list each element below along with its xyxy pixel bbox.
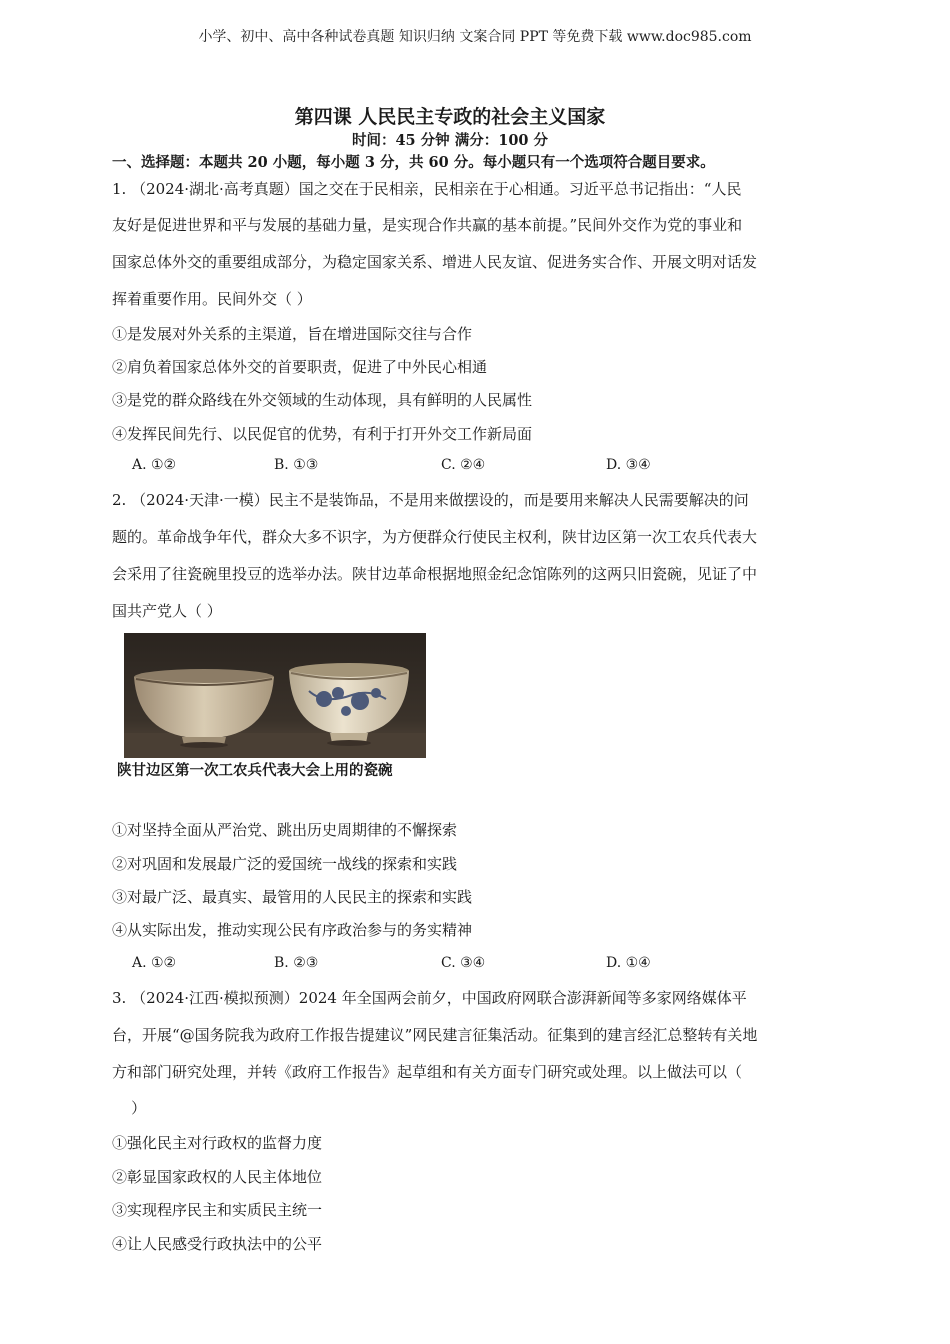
q1-option-c: C. ②④ — [441, 457, 486, 473]
q1-option-a: A. ①② — [132, 457, 177, 473]
q2-stem-line: 题的。革命战争年代，群众大多不识字，为方便群众行使民主权利，陕甘边区第一次工农兵代表大 — [112, 528, 758, 546]
page-title: 第四课 人民民主专政的社会主义国家 — [294, 106, 606, 128]
q1-statement: ②肩负着国家总体外交的首要职责，促进了中外民心相通 — [112, 358, 488, 376]
q2-option-c: C. ③④ — [441, 955, 486, 971]
q1-statement: ①是发展对外关系的主渠道，旨在增进国际交往与合作 — [112, 325, 473, 343]
q3-statement: ③实现程序民主和实质民主统一 — [112, 1201, 323, 1219]
q2-statement: ②对巩固和发展最广泛的爱国统一战线的探索和实践 — [112, 855, 458, 873]
q3-statement: ②彰显国家政权的人民主体地位 — [112, 1168, 323, 1186]
q3-stem-line: 3. （2024·江西·模拟预测）2024 年全国两会前夕，中国政府网联合澎湃新闻等多家网络媒体平 — [112, 989, 747, 1007]
q1-option-d: D. ③④ — [606, 457, 651, 473]
porcelain-bowls-photo — [124, 633, 426, 758]
q2-stem-line: 2. （2024·天津·一模）民主不是装饰品，不是用来做摆设的，而是要用来解决人民需要解决的问 — [112, 491, 749, 509]
page-header: 小学、初中、高中各种试卷真题 知识归纳 文案合同 PPT 等免费下载 www.doc985.com — [198, 29, 752, 45]
q2-option-b: B. ②③ — [274, 955, 319, 971]
q2-statement: ④从实际出发，推动实现公民有序政治参与的务实精神 — [112, 921, 473, 939]
q3-stem-line: 方和部门研究处理，并转《政府工作报告》起草组和有关方面专门研究或处理。以上做法可以（ — [112, 1063, 743, 1081]
q2-statement: ①对坚持全面从严治党、跳出历史周期律的不懈探索 — [112, 821, 458, 839]
q2-stem-line: 会采用了往瓷碗里投豆的选举办法。陕甘边革命根据地照金纪念馆陈列的这两只旧瓷碗，见证了中 — [112, 565, 758, 583]
q1-stem-line: 友好是促进世界和平与发展的基础力量，是实现合作共赢的基本前提。”民间外交作为党的事业和 — [112, 216, 743, 234]
q1-stem-line: 1. （2024·湖北·高考真题）国之交在于民相亲，民相亲在于心相通。习近平总书记指出：“人民 — [112, 180, 742, 198]
q1-stem-line: 国家总体外交的重要组成部分，为稳定国家关系、增进人民友谊、促进务实合作、开展文明对话发 — [112, 253, 758, 271]
q1-option-b: B. ①③ — [274, 457, 319, 473]
q3-stem-line: 台，开展“@国务院我为政府工作报告提建议”网民建言征集活动。征集到的建言经汇总整转有关地 — [112, 1026, 758, 1044]
photo-caption: 陕甘边区第一次工农兵代表大会上用的瓷碗 — [117, 762, 393, 779]
q3-statement: ①强化民主对行政权的监督力度 — [112, 1134, 323, 1152]
q1-stem-line: 挥着重要作用。民间外交（ ） — [112, 290, 312, 308]
q3-statement: ④让人民感受行政执法中的公平 — [112, 1235, 323, 1253]
q1-statement: ④发挥民间先行、以民促官的优势，有利于打开外交工作新局面 — [112, 425, 533, 443]
section-heading: 一、选择题：本题共 20 小题，每小题 3 分，共 60 分。每小题只有一个选项符合题目要求。 — [112, 154, 715, 171]
q3-stem-line: ） — [112, 1099, 147, 1117]
q2-option-a: A. ①② — [132, 955, 177, 971]
q2-stem-line: 国共产党人（ ） — [112, 602, 222, 620]
q2-option-d: D. ①④ — [606, 955, 651, 971]
q1-statement: ③是党的群众路线在外交领域的生动体现，具有鲜明的人民属性 — [112, 391, 533, 409]
time-score-line: 时间：45 分钟 满分：100 分 — [351, 132, 549, 149]
q2-statement: ③对最广泛、最真实、最管用的人民民主的探索和实践 — [112, 888, 473, 906]
